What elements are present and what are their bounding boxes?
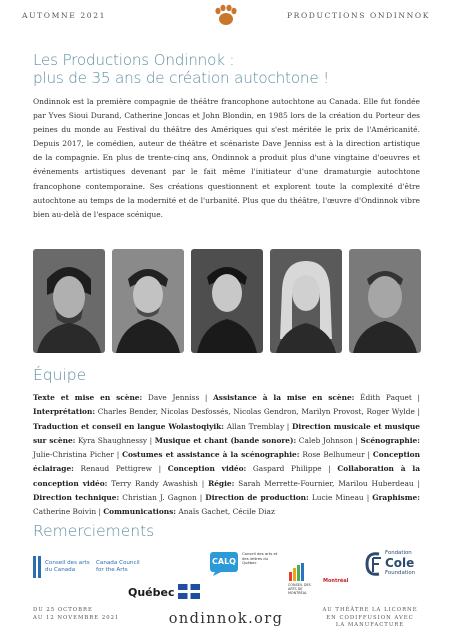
credit-role: Interprétation: — [33, 407, 96, 417]
credit-names: Charles Bender, Nicolas Desfossés, Nicolas Gendron, Marilyn Provost, Roger Wylde — [97, 407, 415, 417]
credit-names: Caleb Johnson — [298, 435, 353, 445]
season-label: AUTOMNE 2021 — [22, 11, 107, 20]
cast-photos — [33, 249, 420, 353]
portrait-photo — [33, 249, 105, 353]
quebec-label: Québec — [128, 586, 175, 599]
cam-icon — [288, 562, 308, 582]
dates-line-1: DU 25 OCTOBRE — [33, 607, 93, 613]
credit-names: Christian J. Gagnon — [122, 493, 197, 503]
credit-names: Gaspard Philippe — [252, 464, 322, 474]
credit-role: Assistance à la mise en scène: — [213, 393, 355, 402]
credit-role: Régie: — [208, 478, 235, 488]
quebec-flag-icon — [178, 584, 200, 599]
credit-names: Sarah Merrette-Fournier, Marilou Huberdeau — [238, 478, 414, 488]
fc-bottom-label: Foundation — [385, 570, 416, 576]
montreal-label: Montréal — [323, 578, 349, 584]
credit-names: Lucie Mineau — [311, 493, 364, 503]
intro-paragraph: Ondinnok est la première compagnie de théâtre francophone autochtone au Canada. Elle fut fondée par Yves Sioui Durand, Catherine Joncas et John Blondin, en 1985 lors de la création du Porteur des peines du monde au Festival du théâtre des Amériques qui s'est méritée le prix de l'Américanité. Depuis 2017, le comédien, auteur de théâtre et scénariste Dave Jenniss est à la direction artistique de la compagnie. En plus de trente-cinq ans, Ondinnok a produit plus d'une vingtaine d'oeuvres et événements artistiques devenant par le fait même l'initiateur d'une dramaturgie autochtone francophone contemporaine. Ses créations questionnent et explorent toute la complexité d'être autochtone au temps de la modernité et de l'urbanité. Plus que du théâtre, l'œuvre d'Ondinnok vibre bien au-delà de l'espace scénique. — [33, 97, 420, 219]
fc-name-label: Cole — [385, 556, 415, 570]
title-line-1: Les Productions Ondinnok : — [33, 51, 235, 69]
cac-fr-label: Conseil des arts du Canada — [45, 560, 90, 573]
portrait-photo — [112, 249, 184, 353]
title-line-2: plus de 35 ans de création autochtone ! — [33, 69, 329, 87]
header — [0, 0, 452, 30]
credit-names: Anaïs Gachet, Cécile Diaz — [178, 507, 275, 517]
fc-top-label: Fondation — [385, 550, 412, 556]
credit-role: Costumes et assistance à la scénographie: — [122, 450, 300, 460]
venue-label — [310, 607, 430, 630]
quebec-logo — [128, 584, 208, 604]
credit-names: Catherine Boivin — [33, 507, 97, 517]
credit-role: Graphisme: — [372, 493, 420, 503]
portrait-photo — [349, 249, 421, 353]
credit-names: Julie-Christina Picher — [33, 450, 114, 460]
calq-label: CALQ — [212, 557, 236, 566]
credit-role: Conception vidéo: — [167, 464, 247, 474]
credit-role: Texte et mise en scène: — [33, 393, 143, 402]
team-credits: Texte et mise en scène: Dave Jenniss | Assistance à la mise en scène: Édith Paquet | Interprétation: Charles Bender, Nicolas Desfossés, Nicolas Gendron, Marilyn Provost, Roger Wylde | Traduction et conseil en langue Wolastoqiyik: Allan Tremblay | Direction musicale et musique sur scène: Kyra Shaughnessy | Musique et chant (bande sonore): Caleb Johnson | Scénographie: Julie-Christina Picher | Costumes et assistance à la scénographie: Rose Belhumeur | Conception éclairage: Renaud Pettigrew | Conception vidéo: Gaspard Philippe | Collaboration à la conception vidéo: Terry Randy Awashish | Régie: Sarah Merrette-Fournier, Marilou Huberdeau | Direction technique: Christian J. Gagnon | Direction de production: Lucie Mineau | Graphisme: Catherine Boivin | Communications: Anaïs Gachet, Cécile Diaz — [33, 393, 420, 517]
cac-en-label: Canada Council for the Arts — [96, 560, 140, 573]
page-title — [33, 51, 329, 87]
credit-role: Scénographie: — [360, 435, 420, 445]
credit-role: Direction musicale et musique sur scène: — [33, 421, 420, 445]
credit-role: Traduction et conseil en langue Wolastoqiyik: — [33, 421, 225, 431]
credit-names: Terry Randy Awashish — [111, 478, 198, 488]
credit-role: Direction de production: — [205, 493, 309, 503]
cole-foundation-icon — [363, 550, 383, 578]
credit-role: Conception éclairage: — [33, 450, 420, 474]
credit-role: Collaboration à la conception vidéo: — [33, 464, 420, 488]
credit-role: Musique et chant (bande sonore): — [154, 435, 297, 445]
portrait-photo — [191, 249, 263, 353]
equipe-heading: Équipe — [33, 366, 87, 384]
venue-line-1: AU THÉÂTRE LA LICORNE — [322, 607, 418, 613]
sponsor-logos — [33, 548, 420, 604]
ondinnok-logo-icon — [213, 4, 239, 26]
cole-foundation-logo — [363, 548, 421, 592]
calq-sub-label: Conseil des arts et des lettres du Québec — [242, 551, 278, 566]
calq-logo — [209, 550, 279, 584]
cam-label: CONSEIL DES ARTS DE MONTRÉAL — [288, 583, 311, 596]
company-label: PRODUCTIONS ONDINNOK — [286, 11, 430, 20]
canada-council-logo — [33, 556, 148, 586]
credit-names: Édith Paquet — [360, 393, 412, 402]
credit-names: Kyra Shaughnessy — [77, 435, 148, 445]
credit-role: Communications: — [103, 507, 177, 517]
dates-line-2: AU 12 NOVEMBRE 2021 — [33, 614, 120, 621]
canada-council-icon — [33, 556, 43, 578]
credit-names: Rose Belhumeur — [302, 450, 365, 460]
credit-names: Allan Tremblay — [226, 421, 285, 431]
cam-logo — [288, 562, 328, 598]
credit-names: Renaud Pettigrew — [80, 464, 153, 474]
portrait-photo — [270, 249, 342, 353]
website-link[interactable]: ondinnok.org — [168, 611, 284, 627]
venue-line-3: LA MANUFACTURE — [335, 622, 405, 629]
venue-line-2: EN CODIFFUSION AVEC — [326, 614, 414, 621]
credit-names: Dave Jenniss — [147, 393, 200, 402]
remerciements-heading: Remerciements — [33, 522, 155, 540]
credit-role: Direction technique: — [33, 493, 120, 503]
